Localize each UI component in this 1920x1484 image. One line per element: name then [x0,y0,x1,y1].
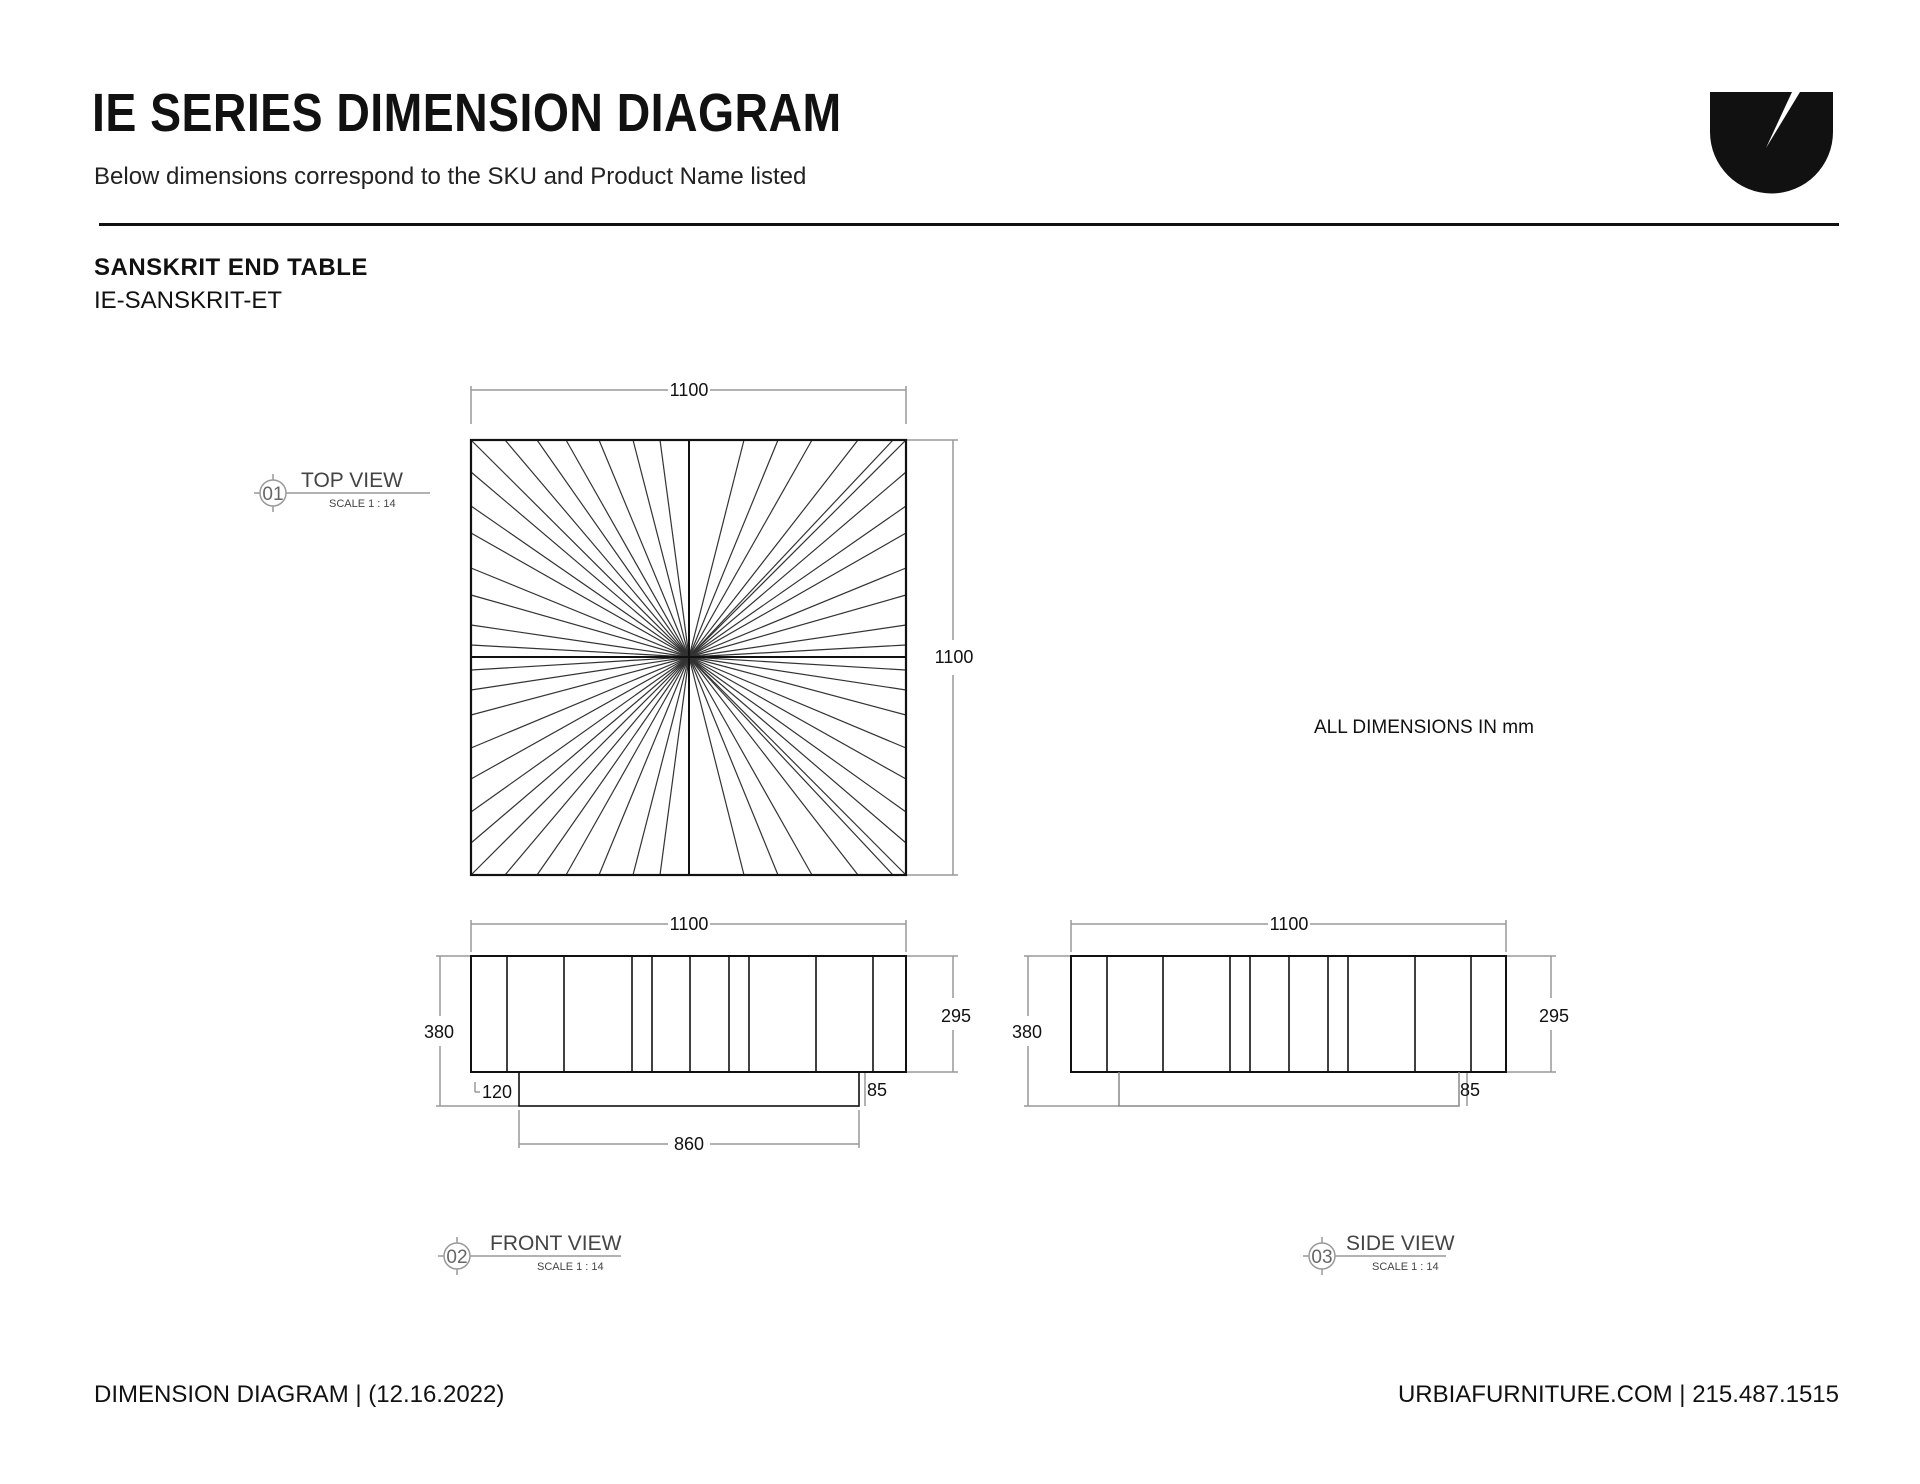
front-base-inset-dimension: 120 [481,1082,513,1102]
front-view [424,914,971,1275]
front-view-label: FRONT VIEW [490,1232,622,1255]
units-note: ALL DIMENSIONS IN mm [1314,717,1534,738]
front-base-width-dimension: 860 [673,1134,705,1154]
top-width-dimension: 1100 [669,380,709,400]
side-view [1012,914,1569,1275]
side-view-label: SIDE VIEW [1346,1232,1455,1255]
page-title: IE SERIES DIMENSION DIAGRAM [92,83,842,143]
top-view-tag [254,469,430,512]
side-view-tag [1303,1232,1455,1275]
front-top-box [471,956,906,1072]
top-view-scale: SCALE 1 : 14 [329,498,396,510]
top-depth-dimension: 1100 [934,647,974,667]
front-top-height-dimension: 295 [940,1006,972,1026]
product-sku: IE-SANSKRIT-ET [94,287,283,314]
side-view-number: 03 [1311,1247,1333,1268]
front-base-box [519,1072,859,1106]
top-view-number: 01 [262,484,284,505]
top-view [254,380,973,875]
side-top-height-dimension: 295 [1538,1006,1570,1026]
side-height-dimension: 380 [1011,1022,1043,1042]
front-base-height-dimension: 85 [866,1080,888,1100]
product-name: SANSKRIT END TABLE [94,254,368,281]
side-base-outline [1119,1072,1459,1106]
front-view-number: 02 [446,1247,468,1268]
front-view-tag [438,1232,622,1275]
front-view-scale: SCALE 1 : 14 [537,1261,604,1273]
side-base-height-dimension: 85 [1459,1080,1481,1100]
front-height-dimension: 380 [423,1022,455,1042]
side-view-scale: SCALE 1 : 14 [1372,1261,1439,1273]
top-view-label: TOP VIEW [301,469,403,492]
page-subtitle: Below dimensions correspond to the SKU and Product Name listed [94,163,807,190]
footer-contact: URBIAFURNITURE.COM | 215.487.1515 [1397,1381,1839,1408]
front-width-dimension: 1100 [669,914,709,934]
footer-diagram-date: DIMENSION DIAGRAM | (12.16.2022) [94,1381,505,1408]
side-width-dimension: 1100 [1269,914,1309,934]
